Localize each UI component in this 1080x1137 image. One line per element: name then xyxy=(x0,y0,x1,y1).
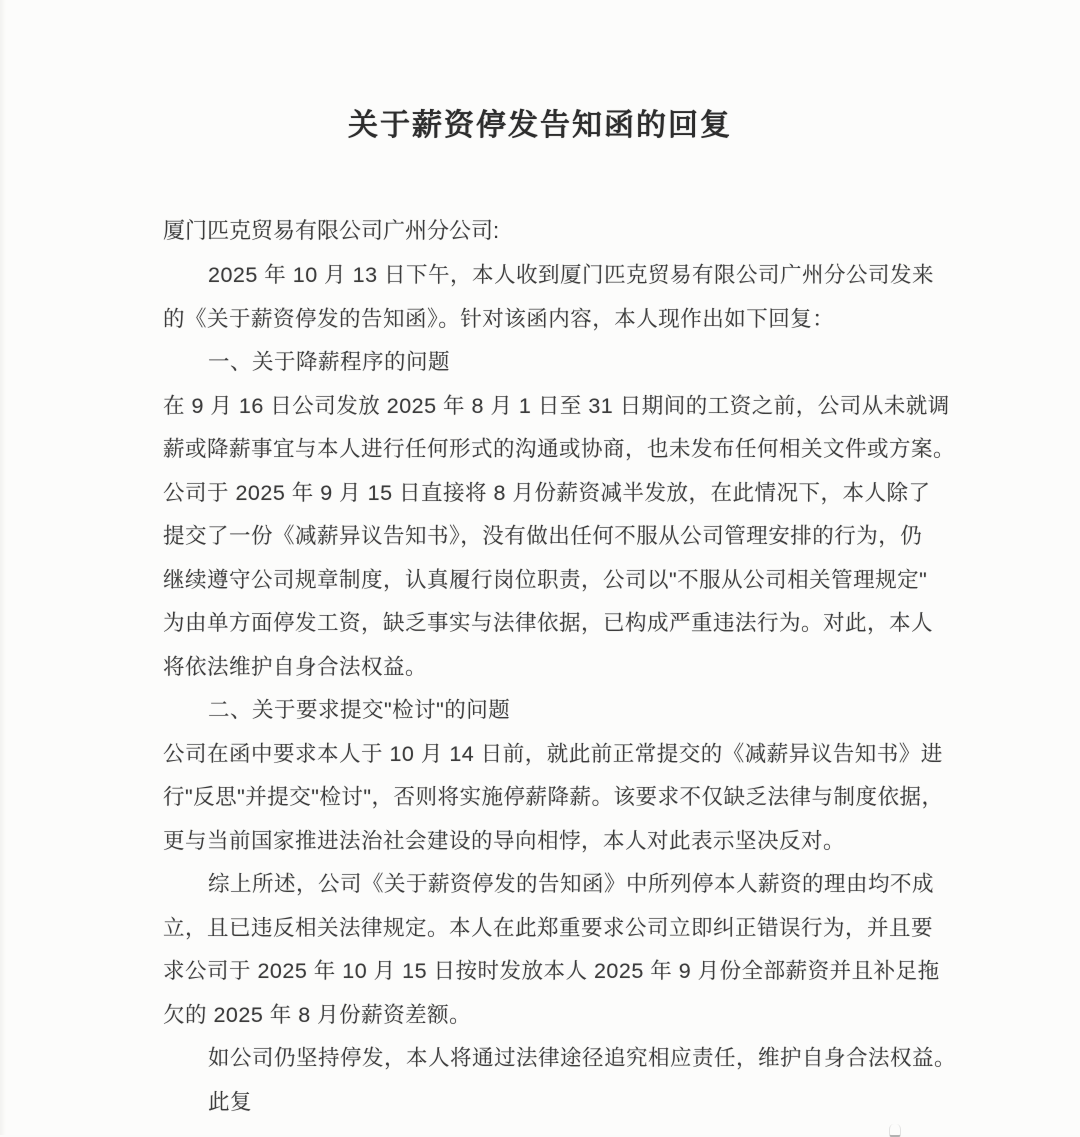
text-line: 立，且已违反相关法律规定。本人在此郑重要求公司立即纠正错误行为，并且要 xyxy=(163,915,934,940)
document-salutation: 厦门匹克贸易有限公司广州分公司: xyxy=(163,218,500,243)
text-line: 的《关于薪资停发的告知函》。针对该函内容，本人现作出如下回复： xyxy=(163,306,835,331)
document-title: 关于薪资停发告知函的回复 xyxy=(348,109,732,142)
text-line: 如公司仍坚持停发，本人将通过法律途径追究相应责任，维护自身合法权益。 xyxy=(208,1046,957,1070)
text-line: 行"反思"并提交"检讨"，否则将实施停薪降薪。该要求不仅缺乏法律与制度依据， xyxy=(163,785,944,809)
text-line: 继续遵守公司规章制度，认真履行岗位职责，公司以"不服从公司相关管理规定" xyxy=(163,567,928,592)
text-line: 综上所述，公司《关于薪资停发的告知函》中所列停本人薪资的理由均不成 xyxy=(208,872,935,896)
text-line: 在 9 月 16 日公司发放 2025 年 8 月 1 日至 31 日期间的工资之前，公司从未就调 xyxy=(163,393,950,418)
text-line: 更与当前国家推进法治社会建设的导向相悖，本人对此表示坚决反对。 xyxy=(163,828,846,853)
text-line: 薪或降薪事宜与本人进行任何形式的沟通或协商，也未发布任何相关文件或方案。 xyxy=(163,437,956,461)
text-line: 二、关于要求提交"检讨"的问题 xyxy=(208,698,511,722)
text-line: 为由单方面停发工资，缺乏事实与法律依据，已构成严重违法行为。对此，本人 xyxy=(163,611,934,635)
text-line: 一、关于降薪程序的问题 xyxy=(208,350,451,374)
text-line: 求公司于 2025 年 10 月 15 日按时发放本人 2025 年 9 月份全部薪资并且补足拖 xyxy=(163,959,940,983)
text-line: 公司于 2025 年 9 月 15 日直接将 8 月份薪资减半发放，在此情况下，本人除了 xyxy=(163,480,931,505)
text-line: 公司在函中要求本人于 10 月 14 日前，就此前正常提交的《减薪异议告知书》进 xyxy=(163,741,943,766)
text-line: 欠的 2025 年 8 月份薪资差额。 xyxy=(163,1002,472,1027)
text-line: 2025 年 10 月 13 日下午，本人收到厦门匹克贸易有限公司广州分公司发来 xyxy=(208,263,935,287)
text-line: 提交了一份《减薪异议告知书》，没有做出任何不服从公司管理安排的行为，仍 xyxy=(163,524,923,548)
partial-glyph-mark xyxy=(889,1124,901,1137)
document-body xyxy=(163,254,957,1124)
text-line: 此复 xyxy=(208,1089,253,1114)
text-line: 将依法维护自身合法权益。 xyxy=(163,654,428,679)
